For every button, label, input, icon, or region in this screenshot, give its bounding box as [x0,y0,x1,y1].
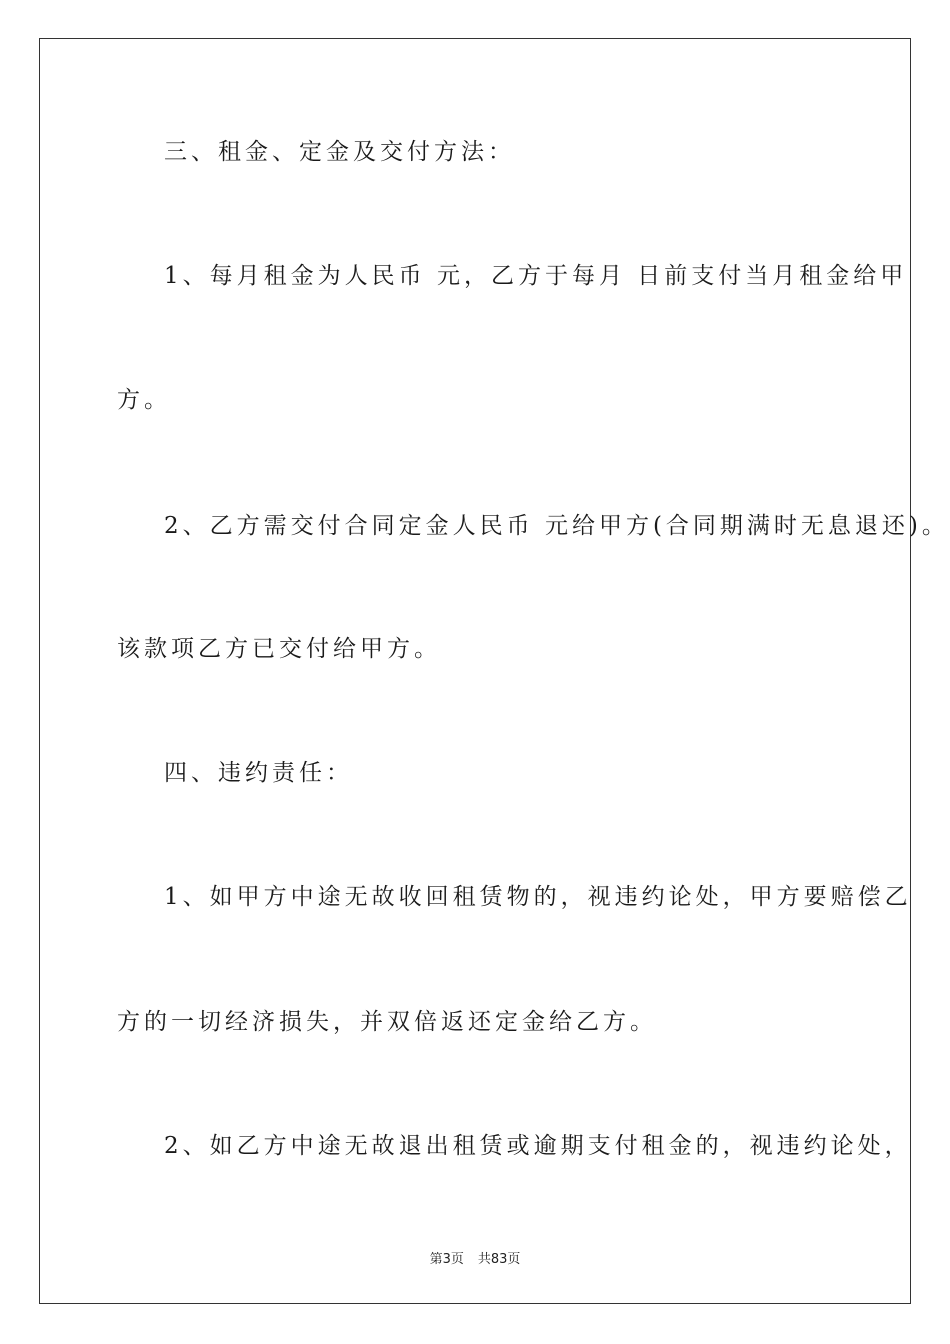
paragraph-line: 2、如乙方中途无故退出租赁或逾期支付租金的，视违约论处， [164,1133,912,1159]
paragraph-line: 方。 [117,387,171,413]
page-footer [0,1248,950,1267]
page-total: 共83页 [477,1252,521,1267]
paragraph-line: 1、如甲方中途无故收回租赁物的，视违约论处，甲方要赔偿乙 [164,884,912,910]
page-border [39,38,911,1304]
page-number: 第3页 [429,1252,464,1267]
paragraph-line: 1、每月租金为人民币 元，乙方于每月 日前支付当月租金给甲 [164,263,908,289]
section-heading-liability: 四、违约责任： [164,760,353,786]
paragraph-line: 2、乙方需交付合同定金人民币 元给甲方(合同期满时无息退还)。 [164,513,949,539]
paragraph-line: 该款项乙方已交付给甲方。 [117,636,441,662]
paragraph-line: 方的一切经济损失，并双倍返还定金给乙方。 [117,1009,657,1035]
section-heading-rent: 三、租金、定金及交付方法： [164,139,515,165]
